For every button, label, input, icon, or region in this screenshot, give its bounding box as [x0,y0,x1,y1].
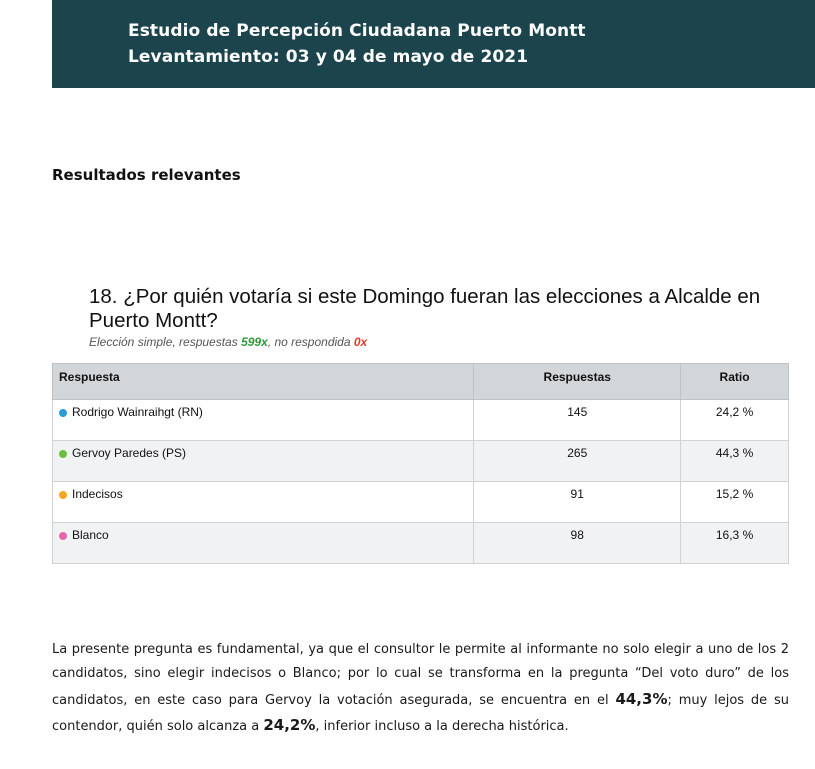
row-count: 91 [474,482,681,523]
row-label-cell [53,441,474,482]
dot-icon [59,532,67,540]
row-count: 265 [474,441,681,482]
question-meta [89,335,367,349]
table-row [53,400,789,441]
row-count: 98 [474,523,681,564]
paragraph-text-2: ; muy lejos de su contendor, quién solo alcanza a [52,692,789,734]
table-header-row [53,364,789,400]
results-table [52,363,789,564]
row-label: Blanco [72,528,109,542]
highlight-rodrigo: 24,2% [263,715,316,734]
header-respuestas: Respuestas [474,364,681,400]
row-label: Gervoy Paredes (PS) [72,446,187,460]
row-label: Rodrigo Wainraihgt (RN) [72,405,203,419]
report-subtitle: Levantamiento: 03 y 04 de mayo de 2021 [128,47,529,67]
meta-middle: , no respondida [267,335,354,349]
paragraph-text-1: La presente pregunta es fundamental, ya que el consultor le permite al informante no solo elegir a uno de los 2 candidatos, sino elegir indecisos o Blanco; por lo cual se transforma en la pregunta “Del voto duro” de los candidatos, en este caso para Gervoy la votación asegurada, se encuentra en el [52,642,789,708]
header-banner [52,0,815,88]
dot-icon [59,409,67,417]
unanswered-count: 0x [353,335,368,349]
answered-count: 599x [241,335,268,349]
table-row [53,523,789,564]
paragraph-text-3: , inferior incluso a la derecha histórica. [315,718,569,734]
row-label: Indecisos [72,487,123,501]
row-ratio: 15,2 % [681,482,789,523]
table-row [53,482,789,523]
table-row [53,441,789,482]
row-ratio: 44,3 % [681,441,789,482]
header-ratio: Ratio [681,364,789,400]
analysis-paragraph [52,638,789,739]
row-count: 145 [474,400,681,441]
meta-prefix: Elección simple, respuestas [89,335,242,349]
header-respuesta: Respuesta [53,364,474,400]
dot-icon [59,491,67,499]
question-title: 18. ¿Por quién votaría si este Domingo fueran las elecciones a Alcalde en Puerto Montt? [89,285,761,332]
row-label-cell [53,523,474,564]
dot-icon [59,450,67,458]
section-title: Resultados relevantes [52,166,241,184]
row-label-cell [53,482,474,523]
row-ratio: 16,3 % [681,523,789,564]
report-title: Estudio de Percepción Ciudadana Puerto Montt [128,21,586,41]
row-ratio: 24,2 % [681,400,789,441]
highlight-gervoy: 44,3% [615,689,668,708]
row-label-cell [53,400,474,441]
